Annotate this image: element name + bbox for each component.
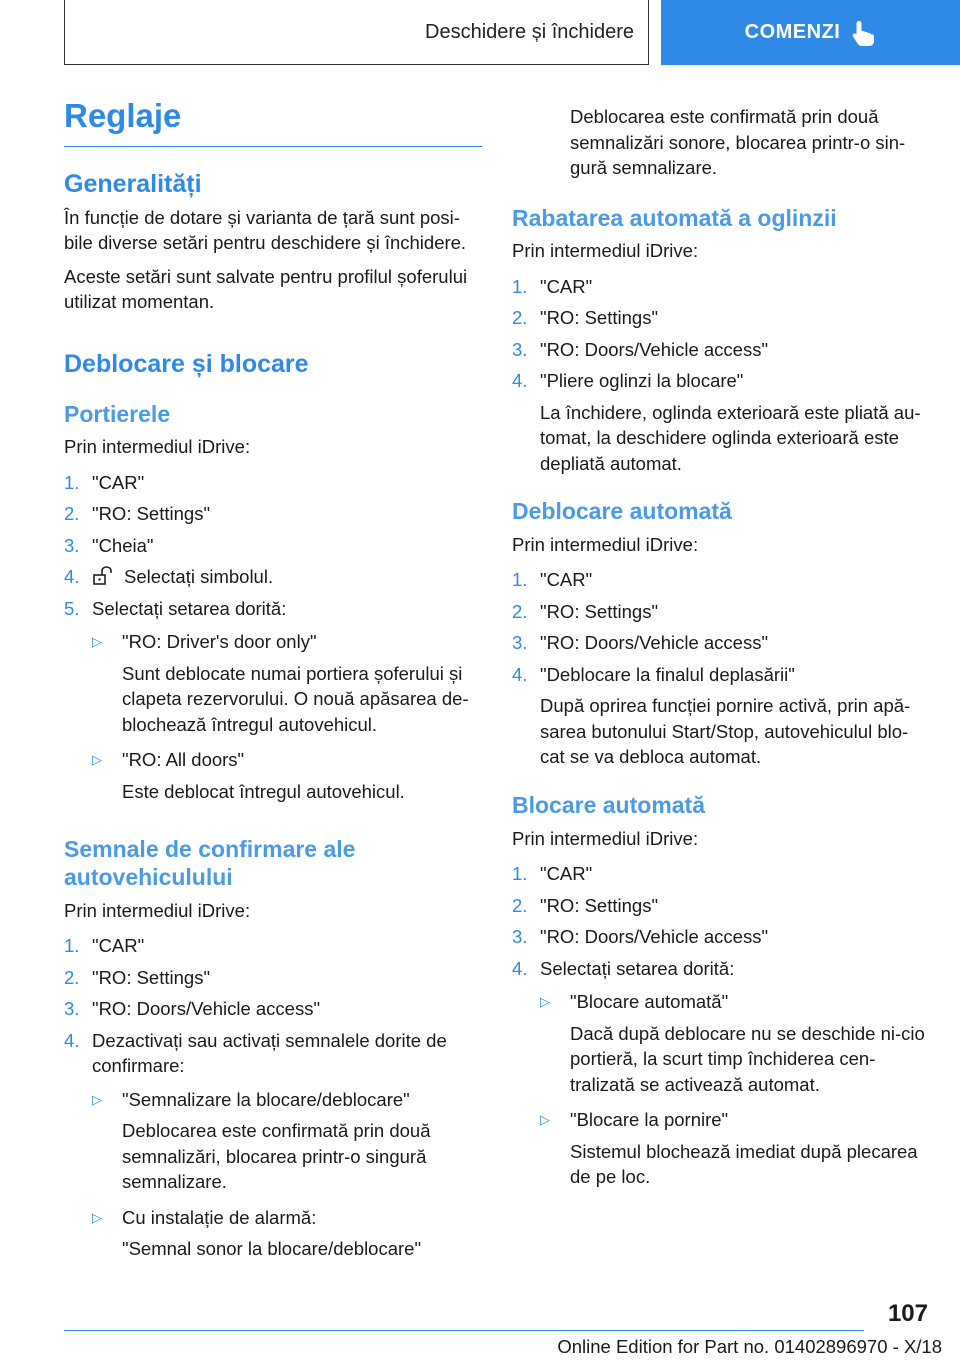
intro-text: Prin intermediul iDrive:: [512, 827, 699, 849]
step-list: [512, 567, 930, 770]
step-list: [512, 861, 930, 1200]
step-list: [512, 274, 930, 477]
subsection-heading-blocare-automata: Blocare automată: [512, 791, 706, 818]
list-item: 2. "RO: Settings": [512, 600, 659, 622]
list-item: 3. "RO: Doors/Vehicle access": [512, 632, 769, 654]
list-item: 2. "RO: Settings": [64, 503, 211, 525]
list-item: 4. Selectați simbolul.: [64, 566, 274, 588]
list-item: 2. "RO: Settings": [512, 307, 659, 329]
continued-text: Deblocarea este confirmată prin două semnalizări sonore, blocarea printr-o sin-gură semnalizare.: [570, 106, 906, 179]
option-list: [92, 629, 482, 804]
subsection-heading-portierele: Portierele: [64, 400, 171, 427]
paragraph: În funcție de dotare și varianta de țară sunt posi-bile diverse setări pentru deschidere și închidere.: [64, 206, 467, 254]
subsection-heading-semnale: Semnale de confirmare ale autovehiculului: [64, 836, 356, 891]
section-heading-deblocare-blocare: Deblocare și blocare: [64, 349, 309, 378]
commands-tab[interactable]: [661, 0, 960, 65]
section-heading-generalitati: Generalități: [64, 169, 202, 198]
left-column: [64, 96, 482, 1278]
list-item: 1. "CAR": [512, 863, 593, 885]
unlock-icon: [92, 566, 118, 586]
footer-divider: [64, 1330, 864, 1331]
chapter-title: Deschidere și închidere: [425, 20, 634, 43]
edition-note: Online Edition for Part no. 01402896970 - X/18: [557, 1336, 942, 1357]
option-list: [92, 1087, 482, 1262]
list-item: 3. "RO: Doors/Vehicle access": [512, 338, 769, 360]
subsection-heading-deblocare-automata: Deblocare automată: [512, 498, 732, 525]
list-item: 2. "RO: Settings": [64, 966, 211, 988]
paragraph: Aceste setări sunt salvate pentru profilul șoferului utilizat momentan.: [64, 265, 468, 313]
list-item: 4. "Pliere oglinzi la blocare" La închidere, oglinda exterioară este pliată au-tomat, la deschidere oglinda exterioară este depliată automat.: [512, 370, 921, 474]
option-item: ▷ "RO: All doors" Este deblocat întregul autovehicul.: [92, 747, 482, 804]
step-list: [64, 933, 482, 1272]
list-item: 2. "RO: Settings": [512, 894, 659, 916]
intro-text: Prin intermediul iDrive:: [512, 240, 699, 262]
list-item: 4. Selectați setarea dorită: ▷ "Blocare automată" Dacă după deblocare nu se deschide ni-cio portieră, la scurt timp închiderea cen-tralizată se activează automat. ▷ "Blocare la pornire" Sistemul blochează imediat după plecarea de pe loc.: [512, 956, 930, 1200]
list-item: 1. "CAR": [64, 935, 145, 957]
option-item: ▷ "Blocare automată" Dacă după deblocare nu se deschide ni-cio portieră, la scurt timp închiderea cen-tralizată se activează automat.: [540, 989, 930, 1097]
triangle-bullet-icon: ▷: [92, 1091, 102, 1107]
list-item: 3. "RO: Doors/Vehicle access": [512, 926, 769, 948]
list-item: 5. Selectați setarea dorită: ▷ "RO: Driver's door only" Sunt deblocate numai portiera șoferului și clapeta rezervorului. O nouă apăsarea de-blochează întregul autovehicul. ▷ "RO: All doors" Este deblocat întregul autovehicul.: [64, 596, 482, 815]
list-item: 4. Dezactivați sau activați semnalele dorite de confirmare: ▷ "Semnalizare la blocare/deblocare" Deblocarea este confirmată prin două semnalizări, blocarea printr-o singură semnalizare. ▷ Cu instalație de alarmă: "Semnal sonor la blocare/deblocare": [64, 1028, 482, 1272]
list-item: 1. "CAR": [64, 471, 145, 493]
triangle-bullet-icon: ▷: [540, 1112, 550, 1128]
list-item: 3. "Cheia": [64, 534, 154, 556]
commands-label: COMENZI: [744, 21, 841, 43]
intro-text: Prin intermediul iDrive:: [64, 436, 251, 458]
option-item: ▷ "Blocare la pornire" Sistemul blochează imediat după plecarea de pe loc.: [540, 1107, 930, 1190]
page-number: 107: [887, 1300, 928, 1327]
page-title: Reglaje: [64, 96, 482, 147]
triangle-bullet-icon: ▷: [92, 752, 102, 768]
step-list: [64, 470, 482, 815]
subsection-heading-rabatarea: Rabatarea automată a oglinzii: [512, 204, 837, 231]
intro-text: Prin intermediul iDrive:: [64, 899, 251, 921]
triangle-bullet-icon: ▷: [92, 1209, 102, 1225]
option-item: ▷ "Semnalizare la blocare/deblocare" Deblocarea este confirmată prin două semnalizări, blocarea printr-o singură semnalizare.: [92, 1087, 482, 1195]
list-item: 1. "CAR": [512, 275, 593, 297]
option-item: ▷ Cu instalație de alarmă: "Semnal sonor la blocare/deblocare": [92, 1205, 482, 1262]
list-item: 1. "CAR": [512, 569, 593, 591]
option-item: ▷ "RO: Driver's door only" Sunt deblocate numai portiera șoferului și clapeta rezervorului. O nouă apăsarea de-blochează întregul autovehicul.: [92, 629, 482, 737]
chapter-tab: [64, 0, 649, 65]
list-item: 4. "Deblocare la finalul deplasării" După oprirea funcției pornire activă, prin apă-sarea butonului Start/Stop, autovehiculul blo-cat se va debloca automat.: [512, 663, 911, 768]
triangle-bullet-icon: ▷: [540, 994, 550, 1010]
pointing-hand-icon: [850, 19, 876, 47]
option-list: [540, 989, 930, 1190]
intro-text: Prin intermediul iDrive:: [512, 533, 699, 555]
triangle-bullet-icon: ▷: [92, 634, 102, 650]
right-column: [512, 104, 930, 1206]
list-item: 3. "RO: Doors/Vehicle access": [64, 998, 321, 1020]
